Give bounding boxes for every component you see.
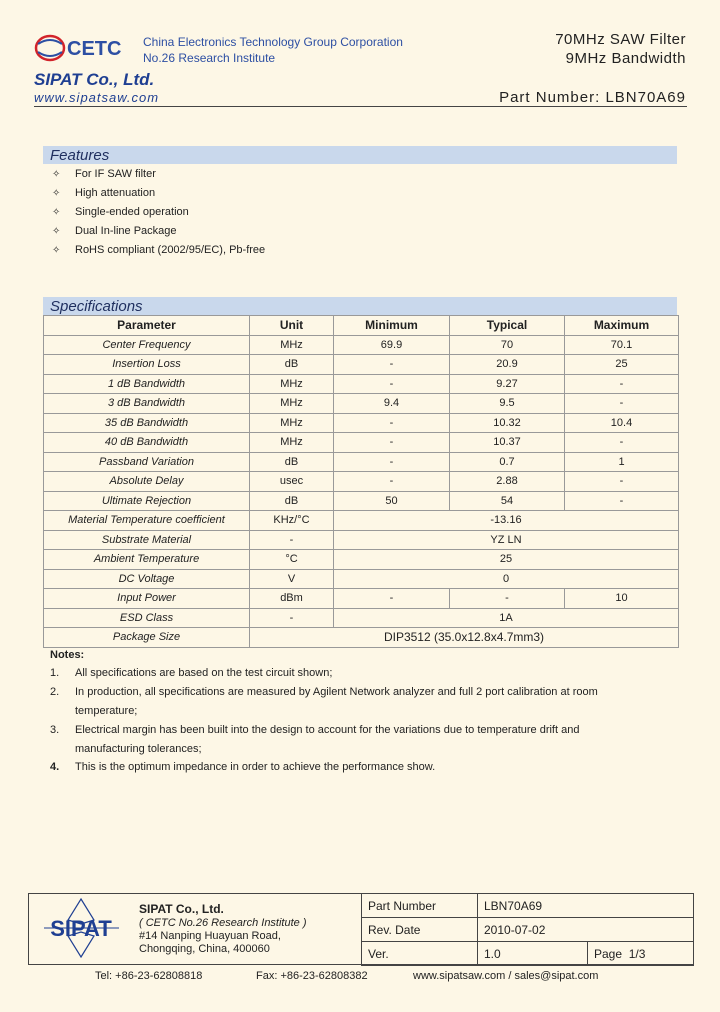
feature-item: ✧ For IF SAW filter [52,165,265,184]
bullet-icon: ✧ [52,226,61,237]
note-item: 1. All specifications are based on the test circuit shown; [50,667,333,679]
table-row: 3 dB Bandwidth MHz 9.4 9.5 - [44,394,679,414]
table-row: Material Temperature coefficient KHz/°C -13.16 [44,511,679,531]
note-item: 2. In production, all specifications are measured by Agilent Network analyzer and full 2 port calibration at room temperature; [50,686,598,717]
bullet-icon: ✧ [52,207,61,218]
rev-date-value: 2010-07-02 [478,918,694,942]
table-row: Substrate Material - YZ LN [44,530,679,550]
cetc-logo-text: CETC [67,38,122,60]
sipat-name: SIPAT Co., Ltd. [34,70,155,89]
rev-date-label: Rev. Date [362,918,478,942]
company-line2: No.26 Research Institute [143,51,276,65]
footer-row [362,942,694,966]
table-row: Absolute Delay usec - 2.88 - [44,472,679,492]
part-number-value: LBN70A69 [478,894,694,918]
part-number-line: Part Number: LBN70A69 [499,89,686,106]
features-list [52,165,265,260]
feature-item: ✧ High attenuation [52,184,265,203]
product-bandwidth: 9MHz Bandwidth [565,50,686,67]
table-row: 40 dB Bandwidth MHz - 10.37 - [44,433,679,453]
header-divider [34,106,687,107]
footer-company-sub: ( CETC No.26 Research Institute ) [139,917,307,929]
table-row: 1 dB Bandwidth MHz - 9.27 - [44,374,679,394]
footer-row [362,918,694,942]
table-row: Ambient Temperature °C 25 [44,550,679,570]
features-section-bar [43,146,677,164]
table-row: Package Size DIP3512 (35.0x12.8x4.7mm3) [44,628,679,648]
column-header: Unit [250,316,334,336]
table-row: DC Voltage V 0 [44,569,679,589]
feature-item: ✧ Single-ended operation [52,203,265,222]
table-row: Center Frequency MHz 69.9 70 70.1 [44,335,679,355]
specifications-table [43,315,679,648]
version-value: 1.0 [478,942,588,966]
column-header: Parameter [44,316,250,336]
specifications-section-bar [43,297,677,315]
footer-row [362,894,694,918]
table-row: Passband Variation dB - 0.7 1 [44,452,679,472]
table-header-row [44,316,679,336]
note-item: 3. Electrical margin has been built into the design to account for the variations due to temperature drift and manufacturing tolerances; [50,724,580,755]
part-number-label: Part Number [362,894,478,918]
website-link[interactable]: www.sipatsaw.com [34,90,160,105]
bullet-icon: ✧ [52,245,61,256]
table-row: ESD Class - 1A [44,608,679,628]
sipat-logo [34,896,129,960]
cetc-logo [34,30,134,66]
column-header: Minimum [334,316,450,336]
footer-address-line2: Chongqing, China, 400060 [139,943,270,955]
footer-web-email[interactable]: www.sipatsaw.com / sales@sipat.com [413,970,599,982]
feature-item: ✧ Dual In-line Package [52,222,265,241]
specifications-title: Specifications [50,298,143,315]
footer-address-line1: #14 Nanping Huayuan Road, [139,930,281,942]
bullet-icon: ✧ [52,188,61,199]
company-line1: China Electronics Technology Group Corporation [143,35,403,49]
table-row: Insertion Loss dB - 20.9 25 [44,355,679,375]
bullet-icon: ✧ [52,169,61,180]
notes-title: Notes: [50,649,85,661]
table-row: Input Power dBm - - 10 [44,589,679,609]
footer-tel: Tel: +86-23-62808818 [95,970,203,982]
footer-fax: Fax: +86-23-62808382 [256,970,368,982]
sipat-logo-text: SIPAT [50,916,112,941]
table-row: 35 dB Bandwidth MHz - 10.32 10.4 [44,413,679,433]
footer-company-name: SIPAT Co., Ltd. [139,902,224,916]
version-label: Ver. [362,942,478,966]
feature-item: ✧ RoHS compliant (2002/95/EC), Pb-free [52,241,265,260]
note-item: 4. This is the optimum impedance in order to achieve the performance show. [50,761,436,773]
page-indicator: Page 1/3 [588,942,694,966]
features-title: Features [50,147,110,164]
column-header: Maximum [565,316,679,336]
table-row: Ultimate Rejection dB 50 54 - [44,491,679,511]
column-header: Typical [450,316,565,336]
product-title: 70MHz SAW Filter [555,31,686,48]
footer-info-grid [361,893,694,966]
